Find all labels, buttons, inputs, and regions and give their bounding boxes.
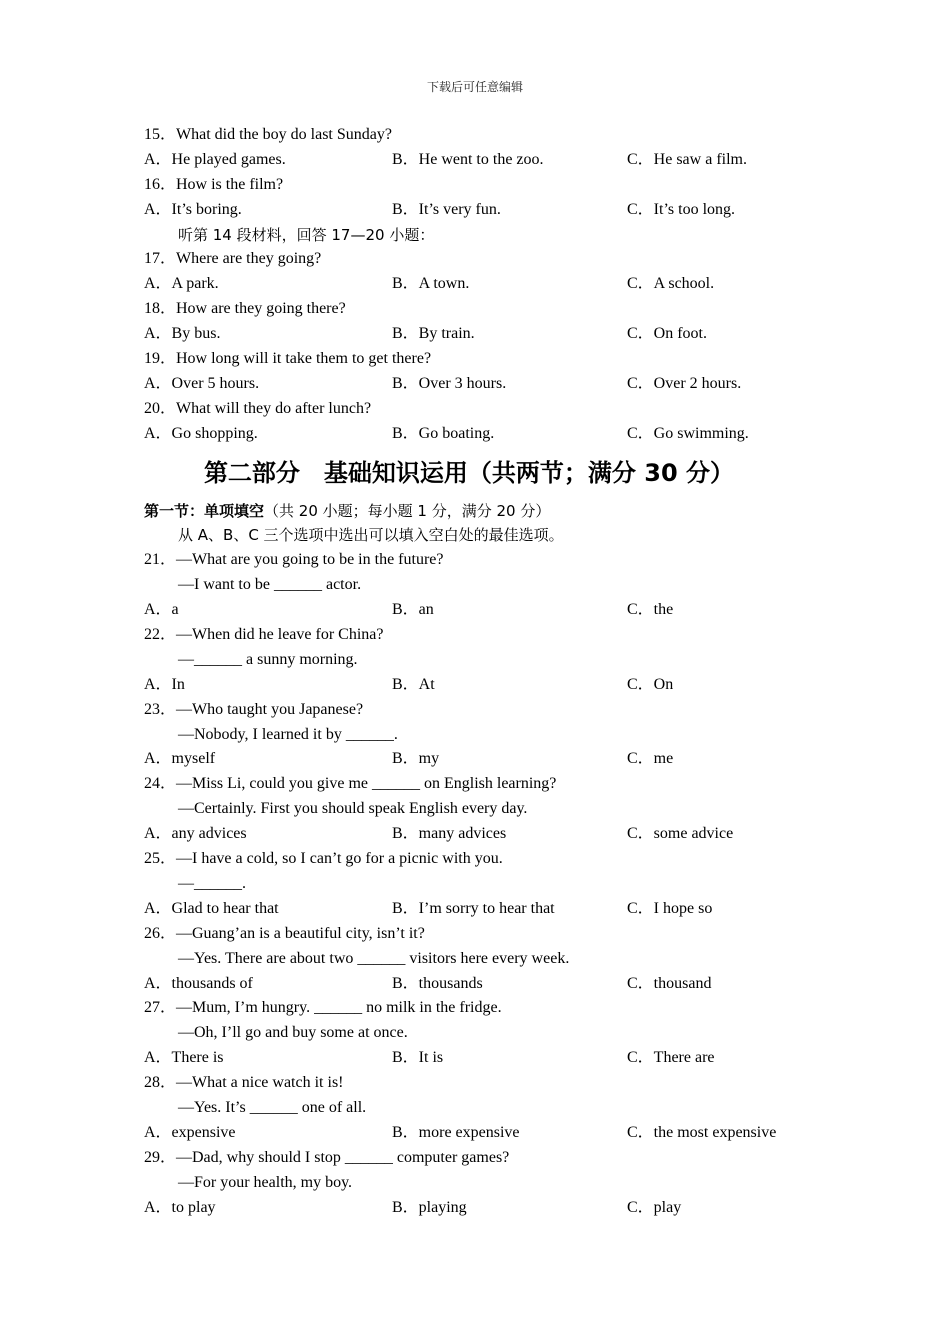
option-b: B．thousands: [392, 974, 483, 992]
question-21-reply: —I want to be ______ actor.: [178, 576, 362, 594]
option-c: C．There are: [627, 1049, 715, 1067]
option-b: B．I’m sorry to hear that: [392, 899, 555, 917]
question-16: 16．How is the film?: [144, 175, 284, 193]
option-b: B．At: [392, 675, 435, 693]
option-c: C．On: [627, 675, 674, 693]
option-a: A．Glad to hear that: [144, 899, 279, 917]
option-a: A．By bus.: [144, 325, 221, 343]
question-28: 28．—What a nice watch it is!: [144, 1074, 344, 1092]
question-26: 26．—Guang’an is a beautiful city, isn’t it?: [144, 924, 425, 942]
options-28: [144, 1121, 844, 1146]
option-b: B．By train.: [392, 325, 475, 343]
option-a: A．Over 5 hours.: [144, 374, 260, 392]
option-a: A．A park.: [144, 275, 219, 293]
option-a: A．a: [144, 601, 179, 619]
option-c: C．I hope so: [627, 899, 713, 917]
option-b: B．Over 3 hours.: [392, 374, 507, 392]
options-18: [144, 322, 844, 347]
options-16: [144, 198, 844, 223]
options-17: [144, 272, 844, 297]
option-b: B．playing: [392, 1198, 467, 1216]
question-20: 20．What will they do after lunch?: [144, 399, 372, 417]
option-c: C．On foot.: [627, 325, 708, 343]
option-a: A．In: [144, 675, 185, 693]
option-c: C．Over 2 hours.: [627, 374, 742, 392]
option-c: C．It’s too long.: [627, 200, 736, 218]
question-24-reply: —Certainly. First you should speak English every day.: [178, 800, 528, 818]
question-25-reply: —______.: [178, 874, 246, 892]
page-header: 下载后可任意编辑: [426, 80, 523, 94]
section-title: 第二部分 基础知识运用（共两节；满分 30 分）: [203, 458, 735, 487]
option-b: B．my: [392, 750, 440, 768]
option-a: A．It’s boring.: [144, 200, 242, 218]
subheading-bold: 第一节：单项填空: [144, 501, 265, 520]
option-a: A．myself: [144, 750, 216, 768]
option-a: A．to play: [144, 1198, 216, 1216]
question-26-reply: —Yes. There are about two ______ visitors here every week.: [178, 949, 570, 967]
question-24: 24．—Miss Li, could you give me ______ on English learning?: [144, 775, 557, 793]
options-26: [144, 972, 844, 997]
option-c: C．the most expensive: [627, 1123, 777, 1141]
question-21: 21．—What are you going to be in the future?: [144, 551, 444, 569]
options-25: [144, 897, 844, 922]
option-b: B．It’s very fun.: [392, 200, 501, 218]
options-15: [144, 148, 844, 173]
question-22-reply: —______ a sunny morning.: [178, 650, 358, 668]
options-27: [144, 1046, 844, 1071]
option-b: B．He went to the zoo.: [392, 150, 544, 168]
exam-content: [144, 123, 844, 1220]
option-b: B．A town.: [392, 275, 470, 293]
question-29: 29．—Dad, why should I stop ______ computer games?: [144, 1148, 510, 1166]
question-23-reply: —Nobody, I learned it by ______.: [178, 725, 398, 743]
options-22: [144, 673, 844, 698]
subheading-detail: （共 20 小题；每小题 1 分，满分 20 分）: [264, 501, 551, 520]
options-20: [144, 422, 844, 447]
question-22: 22．—When did he leave for China?: [144, 626, 384, 644]
option-c: C．me: [627, 750, 674, 768]
options-29: [144, 1196, 844, 1221]
option-c: C．some advice: [627, 825, 734, 843]
question-18: 18．How are they going there?: [144, 300, 346, 318]
option-c: C．Go swimming.: [627, 424, 749, 442]
options-19: [144, 372, 844, 397]
option-a: A．any advices: [144, 825, 247, 843]
option-c: C．play: [627, 1198, 682, 1216]
listening-instruction: 听第 14 段材料，回答 17—20 小题：: [178, 225, 435, 244]
question-23: 23．—Who taught you Japanese?: [144, 700, 364, 718]
question-27: 27．—Mum, I’m hungry. ______ no milk in the fridge.: [144, 999, 502, 1017]
option-a: A．expensive: [144, 1123, 236, 1141]
option-c: C．the: [627, 601, 674, 619]
question-27-reply: —Oh, I’ll go and buy some at once.: [178, 1024, 408, 1042]
options-23: [144, 747, 844, 772]
options-21: [144, 598, 844, 623]
question-28-reply: —Yes. It’s ______ one of all.: [178, 1098, 367, 1116]
option-b: B．It is: [392, 1049, 444, 1067]
option-c: C．He saw a film.: [627, 150, 747, 168]
option-c: C．A school.: [627, 275, 715, 293]
option-b: B．many advices: [392, 825, 507, 843]
section-instruction: 从 A、B、C 三个选项中选出可以填入空白处的最佳选项。: [178, 526, 564, 545]
option-a: A．He played games.: [144, 150, 286, 168]
question-29-reply: —For your health, my boy.: [178, 1173, 353, 1191]
question-17: 17．Where are they going?: [144, 250, 322, 268]
option-c: C．thousand: [627, 974, 712, 992]
option-a: A．Go shopping.: [144, 424, 258, 442]
question-19: 19．How long will it take them to get there?: [144, 350, 432, 368]
option-a: A．thousands of: [144, 974, 253, 992]
option-a: A．There is: [144, 1049, 224, 1067]
question-15: 15．What did the boy do last Sunday?: [144, 126, 392, 143]
options-24: [144, 822, 844, 847]
section-subheading: [144, 499, 844, 524]
option-b: B．Go boating.: [392, 424, 495, 442]
question-25: 25．—I have a cold, so I can’t go for a picnic with you.: [144, 850, 503, 868]
option-b: B．more expensive: [392, 1123, 520, 1141]
option-b: B．an: [392, 601, 434, 619]
